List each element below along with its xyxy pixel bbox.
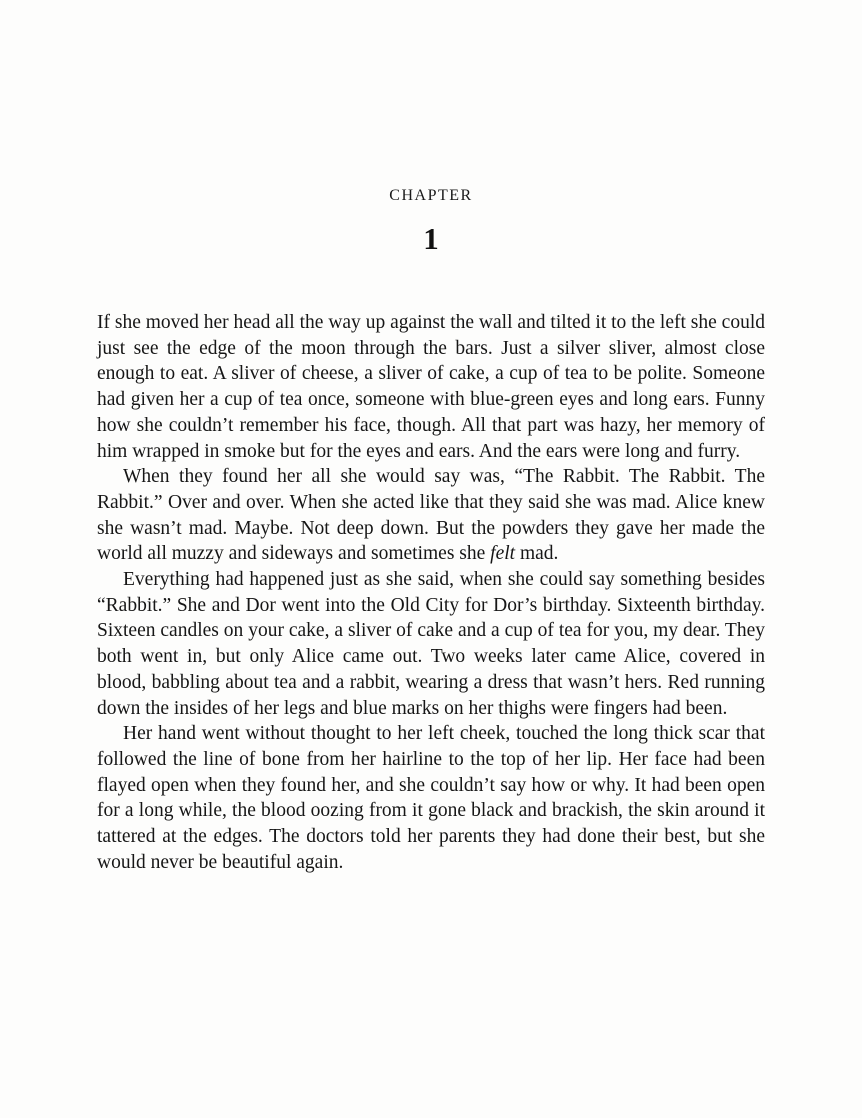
chapter-header — [97, 186, 765, 254]
text-segment: If she moved her head all the way up against the wall and tilted it to the left she could just see the edge of the moon through the bars. Just a silver sliver, almost close enough to eat. A sliver of cheese, a sliver of cake, a cup of tea to be polite. Someone had given her a cup of tea once, someone with blue-green eyes and long ears. Funny how she couldn’t remember his face, though. All that part was hazy, her memory of him wrapped in smoke but for the eyes and ears. And the ears were long and furry. — [97, 312, 765, 462]
paragraph — [97, 567, 765, 721]
text-segment: Her hand went without thought to her left cheek, touched the long thick scar that followed the line of bone from her hairline to the top of her lip. Her face had been flayed open when they found her, and she couldn’t say how or why. It had been open for a long while, the blood oozing from it gone black and brackish, the skin around it tattered at the edges. The doctors told her parents they had done their best, but she would never be beautiful again. — [97, 723, 765, 873]
paragraph — [97, 464, 765, 567]
book-page — [97, 0, 765, 875]
body-text — [97, 310, 765, 875]
italic-text: felt — [490, 543, 516, 565]
text-segment: When they found her all she would say was, “The Rabbit. The Rabbit. The Rabbit.” Over and over. When she acted like that they said she was mad. Alice knew she wasn’t mad. Maybe. Not deep down. But the powders they gave her made the world all muzzy and sideways and sometimes she — [97, 466, 765, 565]
paragraph — [97, 310, 765, 464]
text-segment: Everything had happened just as she said, when she could say something besides “Rabbit.” She and Dor went into the Old City for Dor’s birthday. Sixteenth birthday. Sixteen candles on your cake, a sliver of cake and a cup of tea for you, my dear. They both went in, but only Alice came out. Two weeks later came Alice, covered in blood, babbling about tea and a rabbit, wearing a dress that wasn’t hers. Red running down the insides of her legs and blue marks on her thighs were fingers had been. — [97, 569, 765, 719]
paragraph — [97, 721, 765, 875]
chapter-label: CHAPTER — [389, 187, 473, 204]
chapter-number: 1 — [423, 221, 439, 256]
text-segment: mad. — [515, 543, 559, 565]
